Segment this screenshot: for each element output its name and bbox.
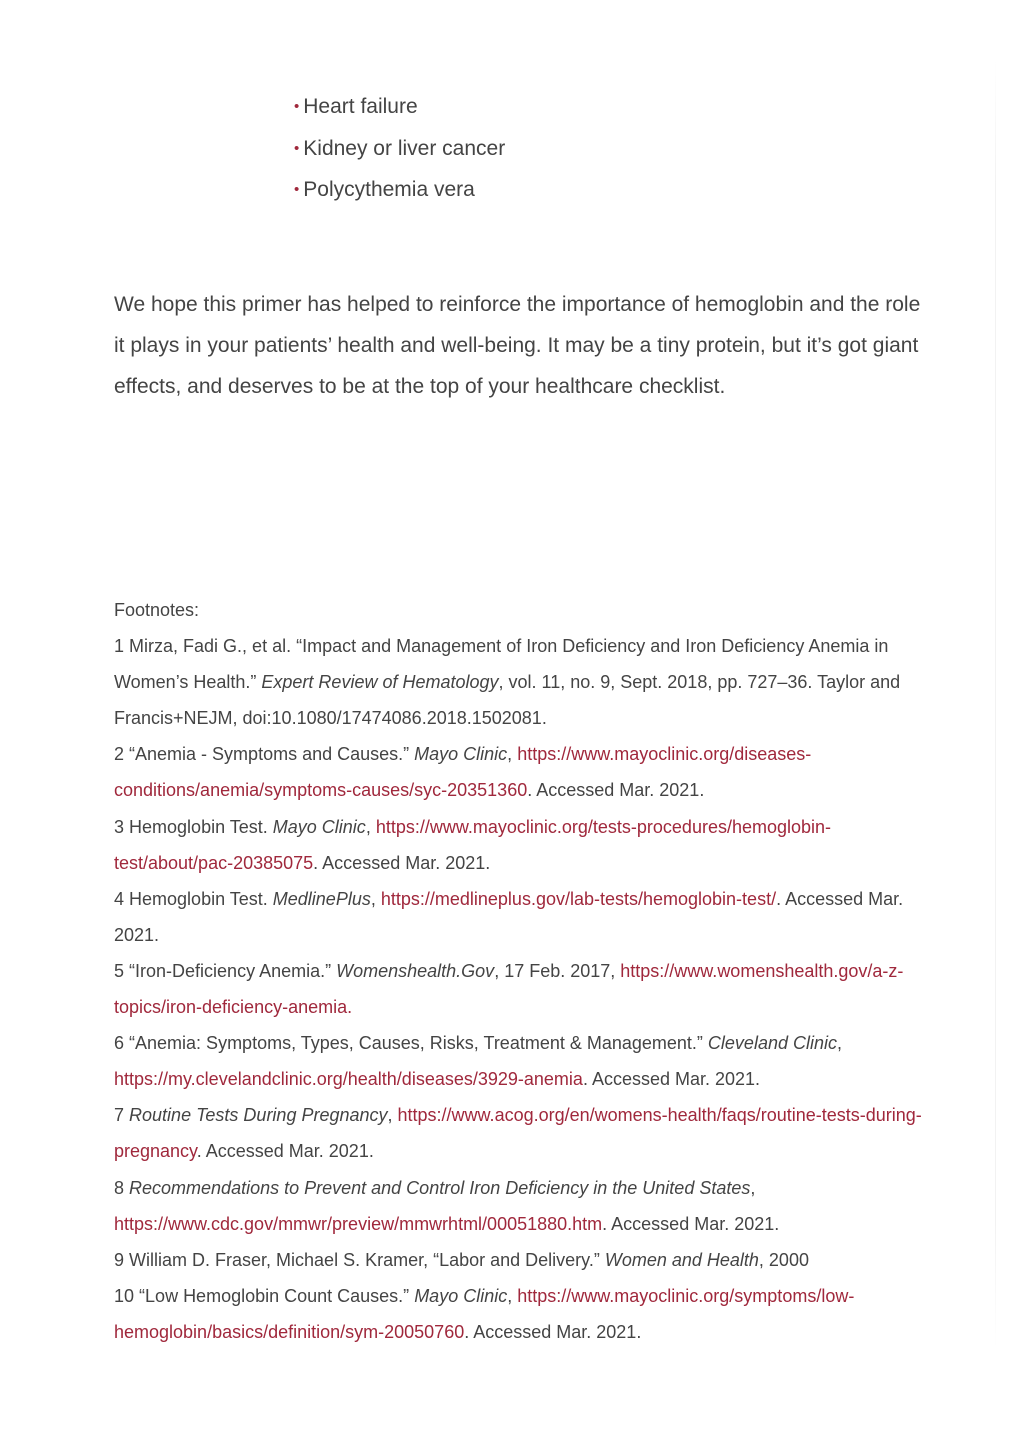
footnote-accessed: . Accessed Mar. 2021.	[582, 1069, 761, 1090]
footnote-text: ,	[387, 1105, 398, 1126]
footnote-link[interactable]: https://www.mayoclinic.org/diseases-conditions/anemia/symptoms-causes/syc-20351360	[114, 744, 812, 801]
list-item-text: Heart failure	[303, 95, 418, 118]
footnote-text: “Anemia - Symptoms and Causes.”	[129, 744, 415, 765]
footnote-text: ,	[370, 888, 381, 909]
list-item-text: Kidney or liver cancer	[303, 136, 506, 160]
footnote-item	[114, 1170, 944, 1242]
footnote-text: , 2000	[758, 1249, 809, 1270]
footnote-item	[114, 1025, 944, 1097]
list-item	[294, 86, 505, 128]
footnote-source: Recommendations to Prevent and Control Iron Deficiency in the United States	[129, 1177, 751, 1198]
footnote-text: William D. Fraser, Michael S. Kramer, “Labor and Delivery.”	[129, 1249, 605, 1270]
footnote-source: Expert Review of Hematology	[261, 672, 499, 693]
footnote-number: 9	[114, 1249, 125, 1270]
footnote-item	[114, 1242, 944, 1278]
page-edge-divider	[995, 60, 996, 1349]
footnote-accessed: . Accessed Mar. 2021.	[196, 1141, 374, 1162]
footnote-source: Women and Health	[604, 1249, 759, 1270]
footnote-text: ,	[750, 1177, 756, 1198]
footnote-text: ,	[507, 744, 518, 765]
footnote-number: 2	[114, 744, 125, 765]
footnote-number: 10	[114, 1285, 135, 1306]
footnote-source: Womenshealth.Gov	[336, 960, 495, 981]
list-item	[294, 169, 505, 211]
list-item	[294, 128, 505, 170]
footnote-source: Mayo Clinic	[272, 816, 366, 837]
footnote-link[interactable]: https://www.mayoclinic.org/tests-procedures/hemoglobin-test/about/pac-20385075	[114, 816, 832, 873]
footnote-item	[114, 953, 944, 1025]
footnote-source: MedlinePlus	[272, 888, 371, 909]
footnote-link[interactable]: https://www.womenshealth.gov/a-z-topics/iron-deficiency-anemia.	[114, 960, 904, 1018]
footnote-text: “Anemia: Symptoms, Types, Causes, Risks, Treatment & Management.”	[129, 1033, 708, 1054]
footnote-text: “Iron-Deficiency Anemia.”	[129, 960, 337, 981]
footnotes-section	[114, 592, 944, 1350]
footnote-link[interactable]: https://www.cdc.gov/mmwr/preview/mmwrhtml/00051880.htm	[114, 1213, 603, 1234]
footnote-accessed: . Accessed Mar. 2021.	[602, 1213, 780, 1234]
footnote-item	[114, 881, 944, 953]
footnote-accessed: . Accessed Mar. 2021.	[527, 780, 705, 801]
bullet-icon: •	[294, 181, 300, 198]
footnote-text: ,	[507, 1285, 518, 1306]
bullet-icon: •	[294, 139, 300, 157]
footnote-text: “Low Hemoglobin Count Causes.”	[139, 1285, 415, 1306]
footnote-source: Mayo Clinic	[414, 1285, 508, 1306]
footnote-number: 4	[114, 888, 125, 909]
footnote-text: Hemoglobin Test.	[129, 816, 273, 837]
footnote-text: , vol. 11, no. 9, Sept. 2018, pp. 727–36. Taylor and Francis+NEJM, doi:10.1080/17474086.2018.1502081.	[114, 672, 901, 729]
footnote-accessed: . Accessed Mar. 2021.	[464, 1321, 642, 1342]
footnote-number: 7	[114, 1105, 125, 1126]
footnote-text: ,	[365, 816, 376, 837]
footnote-item	[114, 809, 944, 881]
footnote-item	[114, 1097, 944, 1169]
footnote-link[interactable]: https://www.mayoclinic.org/symptoms/low-hemoglobin/basics/definition/sym-20050760	[114, 1285, 855, 1342]
footnote-number: 3	[114, 816, 125, 837]
footnote-number: 1	[114, 636, 125, 657]
footnote-text: ,	[836, 1033, 842, 1054]
list-item-text: Polycythemia vera	[303, 178, 475, 201]
footnote-link[interactable]: https://my.clevelandclinic.org/health/diseases/3929-anemia	[114, 1069, 583, 1090]
closing-paragraph: We hope this primer has helped to reinforce the importance of hemoglobin and the role it plays in your patients’ health and well-being. It may be a tiny protein, but it’s got giant effects, and deserves to be at the top of your healthcare checklist.	[114, 293, 921, 398]
bullet-icon: •	[294, 98, 300, 115]
footnote-number: 5	[114, 960, 125, 981]
footnote-source: Cleveland Clinic	[707, 1033, 837, 1054]
footnote-number: 6	[114, 1033, 125, 1054]
footnote-source: Routine Tests During Pregnancy	[129, 1105, 388, 1126]
footnote-item	[114, 628, 944, 736]
condition-bullet-list	[294, 86, 505, 211]
footnote-accessed: . Accessed Mar. 2021.	[114, 888, 904, 945]
footnote-link[interactable]: https://www.acog.org/en/womens-health/faqs/routine-tests-during-pregnancy	[114, 1105, 922, 1162]
footnote-number: 8	[114, 1177, 125, 1198]
footnote-accessed: . Accessed Mar. 2021.	[313, 852, 491, 873]
footnote-text: Hemoglobin Test.	[129, 888, 273, 909]
footnote-link[interactable]: https://medlineplus.gov/lab-tests/hemoglobin-test/	[380, 888, 777, 909]
footnote-item	[114, 1278, 944, 1350]
footnote-text: , 17 Feb. 2017,	[494, 960, 621, 981]
footnote-item	[114, 736, 944, 808]
footnotes-heading: Footnotes:	[114, 600, 200, 620]
footnote-source: Mayo Clinic	[414, 744, 508, 765]
footnote-text: Mirza, Fadi G., et al. “Impact and Management of Iron Deficiency and Iron Deficiency Anemia in Women’s Health.”	[114, 636, 889, 693]
